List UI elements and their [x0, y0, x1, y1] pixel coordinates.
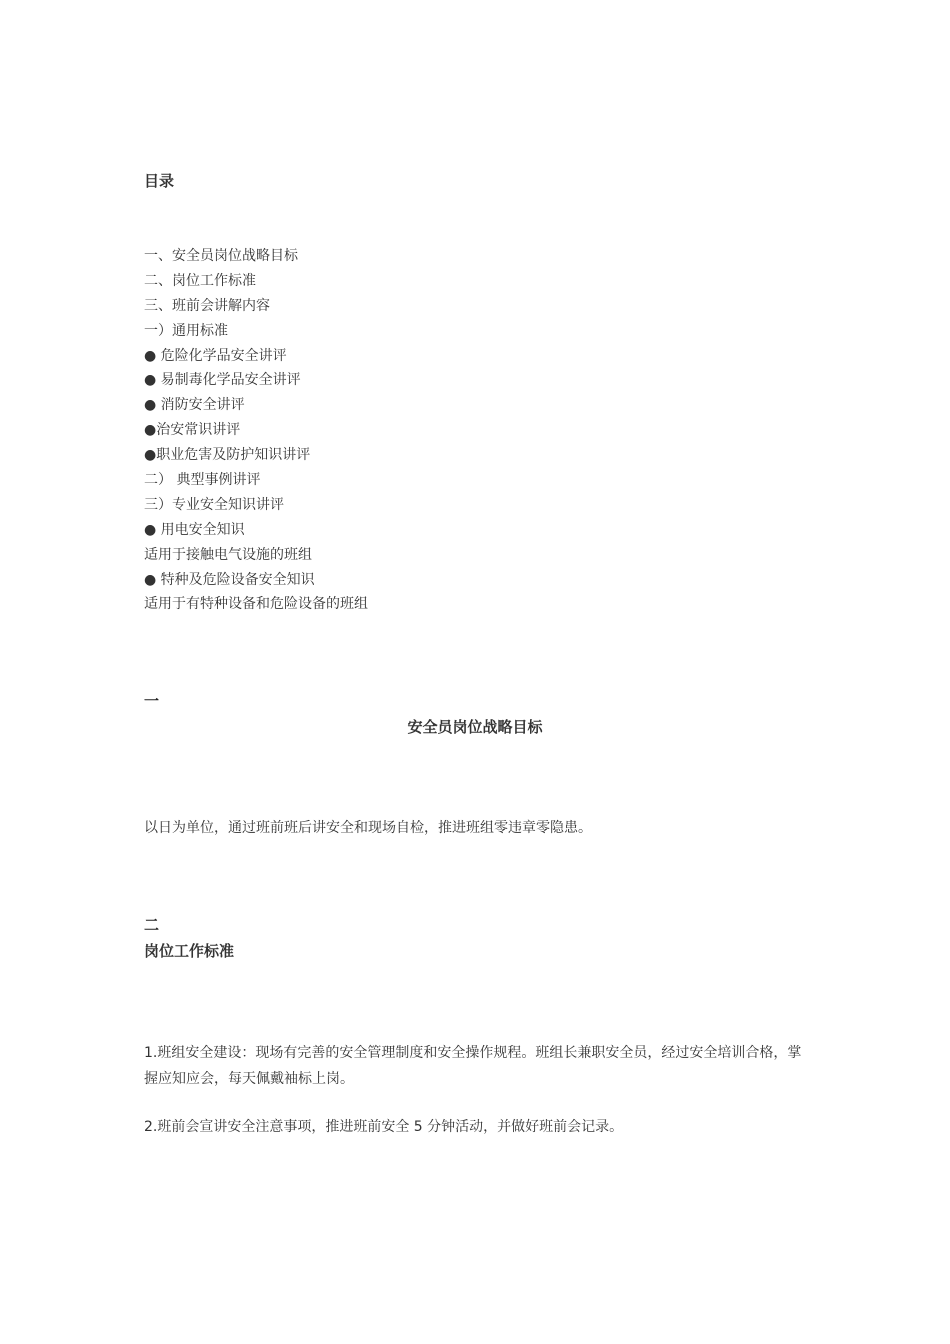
section-number: 一	[144, 692, 160, 710]
toc-item: 一、安全员岗位战略目标	[144, 248, 298, 264]
toc-item: 一）通用标准	[144, 322, 228, 339]
section-number: 二	[144, 916, 160, 934]
standard-item: 1.班组安全建设：现场有完善的安全管理制度和安全操作规程。班组长兼职安全员，经过安全培训合格，掌握应知应会，每天佩戴袖标上岗。	[144, 1045, 802, 1087]
toc-item: 二） 典型事例讲评	[144, 472, 261, 489]
toc-item: ● 特种及危险设备安全知识	[144, 571, 315, 588]
toc-item: 三、班前会讲解内容	[144, 297, 270, 314]
toc-item: 三）专业安全知识讲评	[144, 496, 284, 513]
section-paragraph: 以日为单位，通过班前班后讲安全和现场自检，推进班组零违章零隐患。	[144, 820, 592, 836]
standard-item: 2.班前会宣讲安全注意事项，推进班前安全 5 分钟活动，并做好班前会记录。	[144, 1119, 624, 1135]
section-title: 安全员岗位战略目标	[407, 718, 543, 736]
toc-item: 二、岗位工作标准	[144, 272, 256, 289]
toc-item: ● 用电安全知识	[144, 521, 245, 538]
toc-item: 适用于接触电气设施的班组	[144, 546, 312, 563]
toc-item: 适用于有特种设备和危险设备的班组	[144, 596, 368, 613]
toc-item: ● 消防安全讲评	[144, 397, 245, 414]
toc-title: 目录	[144, 172, 175, 190]
toc-item: ● 危险化学品安全讲评	[144, 347, 287, 364]
toc-item: ●职业危害及防护知识讲评	[144, 447, 311, 464]
toc-list	[144, 244, 368, 617]
toc-item: ●治安常识讲评	[144, 422, 241, 439]
section-title: 岗位工作标准	[144, 942, 235, 960]
toc-item: ● 易制毒化学品安全讲评	[144, 372, 301, 389]
